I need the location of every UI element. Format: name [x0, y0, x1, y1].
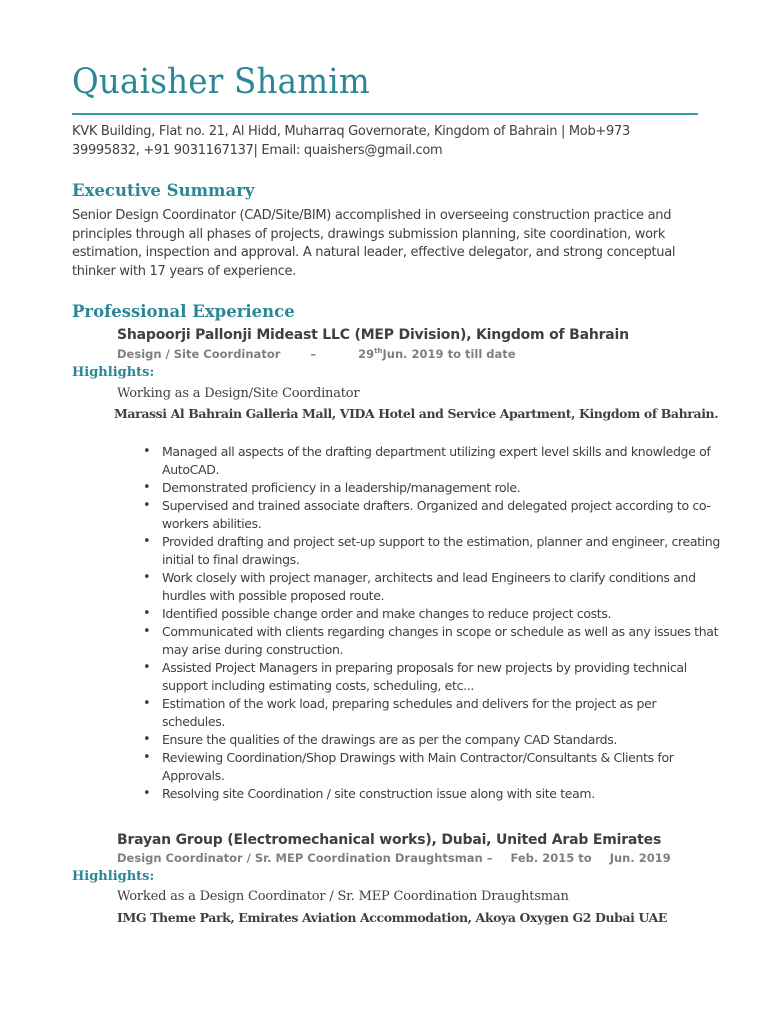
- job-1-responsibilities: [162, 443, 722, 803]
- job-2-date-from: Feb. 2015 to: [510, 851, 592, 865]
- responsibility-item: • Estimation of the work load, preparing schedules and delivers for the project as per schedules.: [162, 695, 722, 731]
- responsibility-item: • Identified possible change order and make changes to reduce project costs.: [162, 605, 722, 623]
- candidate-name: Quaisher Shamim: [72, 62, 370, 102]
- job-2-role-line: [117, 851, 671, 865]
- job-1-role: Design / Site Coordinator: [117, 347, 281, 361]
- job-1-dates: 29thJun. 2019 to till date: [358, 347, 516, 361]
- job-2-role: Design Coordinator / Sr. MEP Coordination Draughtsman –: [117, 851, 493, 865]
- responsibility-item: • Supervised and trained associate drafters. Organized and delegated project according to co-workers abilities.: [162, 497, 722, 533]
- contact-info: KVK Building, Flat no. 21, Al Hidd, Muharraq Governorate, Kingdom of Bahrain | Mob+973 39995832, +91 9031167137| Email: quaishers@gmail.com: [72, 124, 630, 158]
- responsibility-item: • Reviewing Coordination/Shop Drawings with Main Contractor/Consultants & Clients for Approvals.: [162, 749, 722, 785]
- job-2-date-to: Jun. 2019: [609, 851, 671, 865]
- job-2-highlights-label: Highlights:: [72, 869, 155, 884]
- job-1-dash: –: [310, 347, 317, 361]
- job-2-summary: Worked as a Design Coordinator / Sr. MEP Coordination Draughtsman: [117, 889, 569, 904]
- job-1-company: Shapoorji Pallonji Mideast LLC (MEP Division), Kingdom of Bahrain: [117, 327, 629, 343]
- responsibility-item: • Ensure the qualities of the drawings are as per the company CAD Standards.: [162, 731, 722, 749]
- job-1-projects: Marassi Al Bahrain Galleria Mall, VIDA Hotel and Service Apartment, Kingdom of Bahrain.: [114, 406, 719, 421]
- job-1-role-line: [117, 347, 516, 361]
- job-1-summary: Working as a Design/Site Coordinator: [117, 386, 360, 401]
- responsibility-item: • Provided drafting and project set-up support to the estimation, planner and engineer, creating initial to final drawings.: [162, 533, 722, 569]
- executive-summary-heading: Executive Summary: [72, 181, 255, 200]
- professional-experience-heading: Professional Experience: [72, 302, 295, 321]
- job-1-highlights-label: Highlights:: [72, 365, 155, 380]
- responsibility-item: • Communicated with clients regarding changes in scope or schedule as well as any issues that may arise during construction.: [162, 623, 722, 659]
- job-2-company: Brayan Group (Electromechanical works), Dubai, United Arab Emirates: [117, 832, 662, 848]
- responsibility-item: • Work closely with project manager, architects and lead Engineers to clarify conditions and hurdles with possible proposed route.: [162, 569, 722, 605]
- responsibility-item: • Assisted Project Managers in preparing proposals for new projects by providing technical support including estimating costs, scheduling, etc...: [162, 659, 722, 695]
- responsibility-item: • Managed all aspects of the drafting department utilizing expert level skills and knowledge of AutoCAD.: [162, 443, 722, 479]
- executive-summary-text: Senior Design Coordinator (CAD/Site/BIM) accomplished in overseeing construction practice and principles through all phases of projects, drawings submission planning, site coordination, work estimation, inspection and approval. A natural leader, effective delegator, and strong conceptual thinker with 17 years of experience.: [72, 208, 676, 279]
- header-divider: [72, 113, 698, 115]
- responsibility-item: • Demonstrated proficiency in a leadership/management role.: [162, 479, 722, 497]
- responsibility-item: • Resolving site Coordination / site construction issue along with site team.: [162, 785, 722, 803]
- job-2-projects: IMG Theme Park, Emirates Aviation Accommodation, Akoya Oxygen G2 Dubai UAE: [117, 910, 668, 925]
